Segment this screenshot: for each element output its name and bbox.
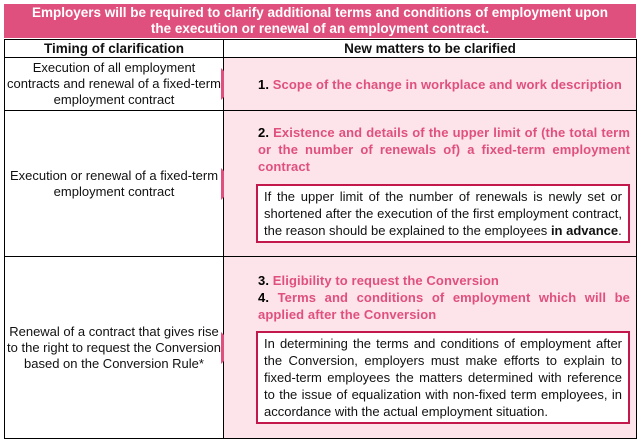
- item-text: Eligibility to request the Conversion: [272, 272, 499, 288]
- item-number: 1.: [258, 76, 270, 92]
- note-box: [256, 331, 630, 424]
- clarification-table: [4, 39, 637, 439]
- note-bold: in advance: [550, 223, 619, 238]
- matters-cell: [224, 111, 637, 257]
- item-text: Terms and conditions of employment which will be applied after the Conversion: [258, 289, 630, 322]
- header-matters: New matters to be clarified: [224, 40, 637, 58]
- item-number: 4.: [258, 289, 270, 305]
- title-line-2: the execution or renewal of an employment contract.: [150, 21, 490, 36]
- header-row: [5, 40, 637, 58]
- note-end: .: [618, 223, 622, 238]
- item-number: 3.: [258, 272, 270, 288]
- note-text: If the upper limit of the number of renewals is newly set or shortened after the execution of the first employment contract, the reason should be explained to the employees: [264, 189, 622, 238]
- note-box: [256, 184, 630, 243]
- table-title: [4, 4, 636, 38]
- timing-cell: [5, 257, 224, 439]
- timing-text: Execution of all employment contracts and renewal of a fixed-term employment contract: [7, 60, 221, 107]
- table-row: [5, 111, 637, 257]
- matter-item: [224, 289, 636, 323]
- item-text: Scope of the change in workplace and work description: [272, 76, 622, 92]
- matter-item: [224, 124, 636, 175]
- title-line-1: Employers will be required to clarify additional terms and conditions of employment upon: [31, 5, 609, 20]
- matter-item: [224, 272, 636, 289]
- timing-text: Execution or renewal of a fixed-term employment contract: [9, 167, 219, 199]
- header-timing: Timing of clarification: [5, 40, 224, 58]
- table-row: [5, 58, 637, 111]
- note-text: In determining the terms and conditions of employment after the Conversion, employers must make efforts to explain to fixed-term employees the matters determined with reference to the issue of equalization with non-fixed term employees, in accordance with the actual employment situation.: [264, 335, 622, 419]
- matter-item: [224, 76, 636, 93]
- timing-text: Renewal of a contract that gives rise to the right to request the Conversion based on the Conversion Rule*: [7, 323, 221, 371]
- table-row: [5, 257, 637, 439]
- item-text: Existence and details of the upper limit of (the total term or the number of renewals of) a fixed-term employment contract: [258, 125, 631, 174]
- matters-cell: [224, 58, 637, 111]
- matters-cell: [224, 257, 637, 439]
- timing-cell: [5, 58, 224, 111]
- timing-cell: [5, 111, 224, 257]
- item-number: 2.: [258, 125, 270, 140]
